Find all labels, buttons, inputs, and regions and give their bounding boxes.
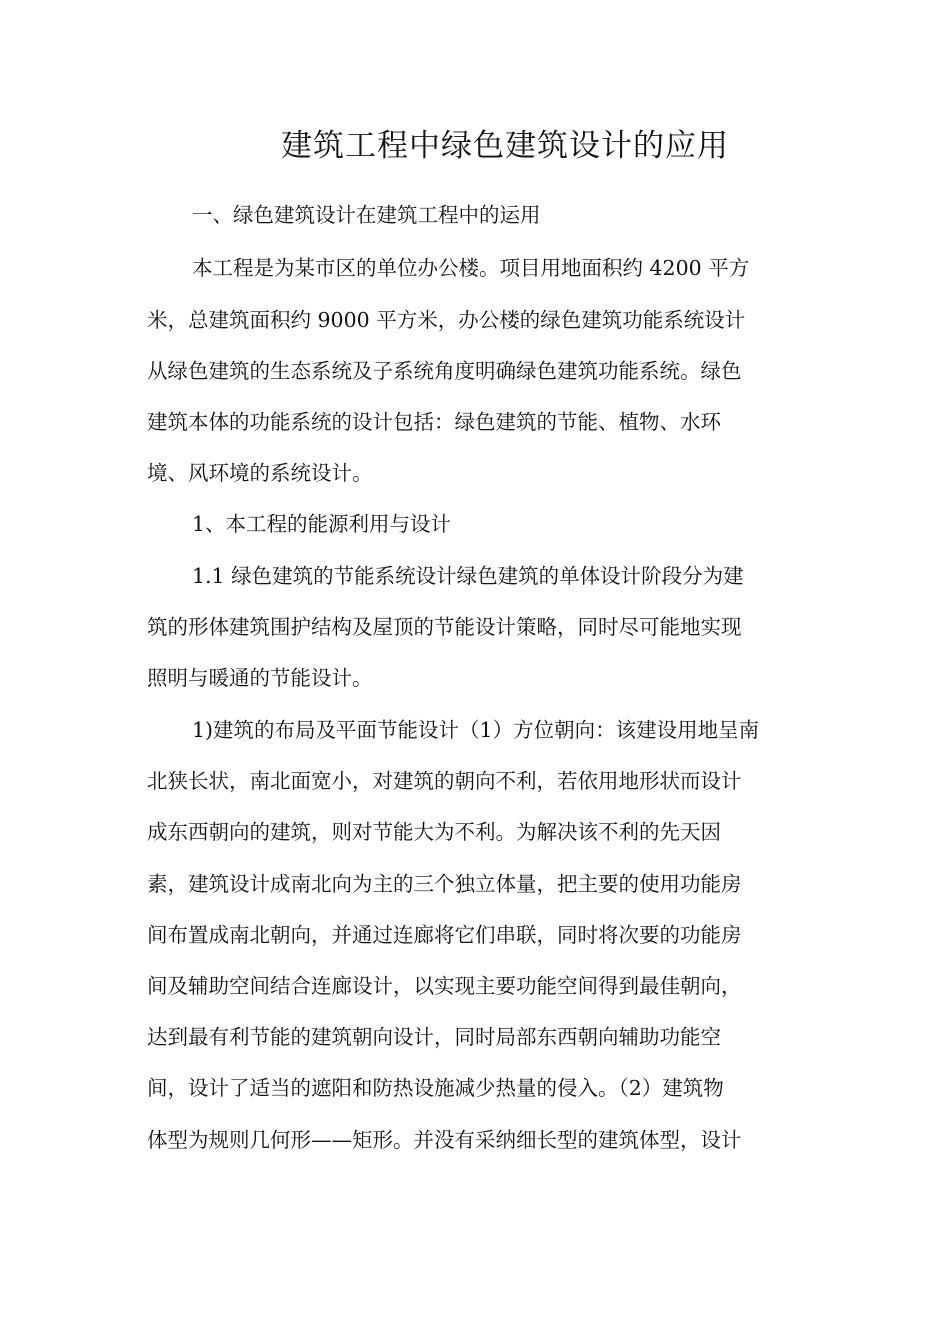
paragraph-line: 体型为规则几何形——矩形。并没有采纳细长型的建筑体型，设计	[147, 1128, 742, 1152]
paragraph-line: 从绿色建筑的生态系统及子系统角度明确绿色建筑功能系统。绿色	[147, 359, 742, 383]
paragraph-line: 成东西朝向的建筑，则对节能大为不利。为解决该不利的先天因	[147, 820, 721, 844]
paragraph-line: 间，设计了适当的遮阳和防热设施减少热量的侵入。（2）建筑物	[147, 1076, 724, 1100]
paragraph-line: 境、风环境的系统设计。	[147, 461, 373, 485]
paragraph-line: 北狭长状，南北面宽小，对建筑的朝向不利，若依用地形状而设计	[147, 769, 742, 793]
paragraph-line: 建筑本体的功能系统的设计包括：绿色建筑的节能、植物、水环	[147, 410, 721, 434]
paragraph-line: 间及辅助空间结合连廊设计，以实现主要功能空间得到最佳朝向，	[147, 974, 742, 998]
paragraph-line: 间布置成南北朝向，并通过连廊将它们串联，同时将次要的功能房	[147, 923, 742, 947]
paragraph-line: 照明与暖通的节能设计。	[147, 666, 373, 690]
heading-line: 一、绿色建筑设计在建筑工程中的运用	[192, 203, 541, 227]
paragraph-line: 米，总建筑面积约 9000 平方米，办公楼的绿色建筑功能系统设计	[147, 308, 746, 332]
paragraph-line: 1.1 绿色建筑的节能系统设计绿色建筑的单体设计阶段分为建	[192, 564, 744, 588]
paragraph-line: 素，建筑设计成南北向为主的三个独立体量，把主要的使用功能房	[147, 872, 742, 896]
heading-line: 1、本工程的能源利用与设计	[192, 512, 452, 536]
paragraph-line: 达到最有利节能的建筑朝向设计，同时局部东西朝向辅助功能空	[147, 1025, 721, 1049]
paragraph-line: 1)建筑的布局及平面节能设计（1）方位朝向：该建设用地呈南	[192, 718, 760, 742]
paragraph-line: 筑的形体建筑围护结构及屋顶的节能设计策略，同时尽可能地实现	[147, 615, 742, 639]
paragraph-line: 本工程是为某市区的单位办公楼。项目用地面积约 4200 平方	[192, 256, 750, 280]
document-title: 建筑工程中绿色建筑设计的应用	[281, 128, 729, 164]
